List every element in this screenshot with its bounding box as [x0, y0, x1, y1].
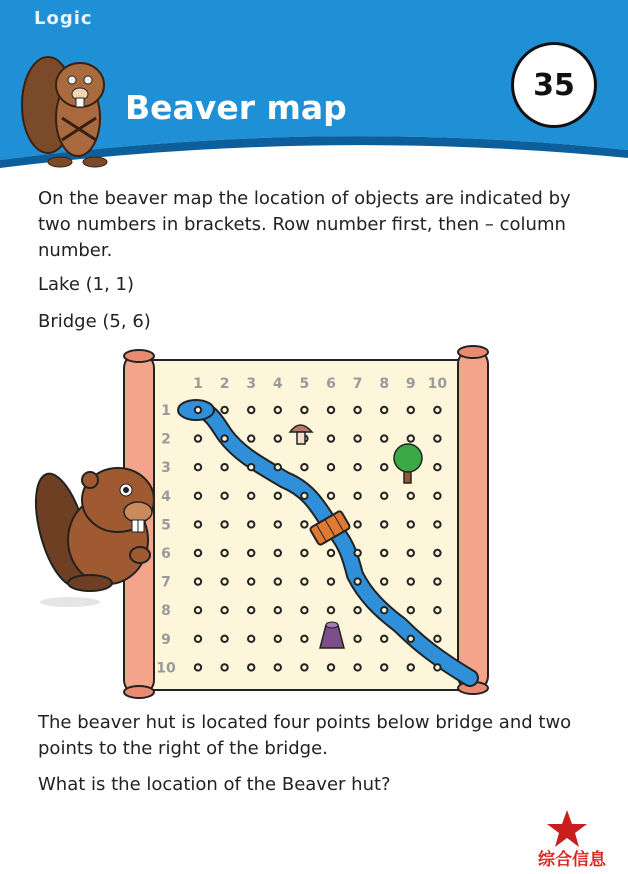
grid-point: [354, 521, 360, 527]
grid-point: [275, 578, 281, 584]
question-clue-text: The beaver hut is located four points below bridge and two points to the right of the bridge.: [38, 712, 572, 759]
grid-point: [195, 550, 201, 556]
grid-point: [195, 607, 201, 613]
grid-point: [328, 578, 334, 584]
grid-point: [434, 636, 440, 642]
grid-point: [195, 464, 201, 470]
grid-point: [195, 636, 201, 642]
row-label: 8: [161, 603, 171, 620]
grid-point: [248, 664, 254, 670]
grid-point: [434, 521, 440, 527]
grid-point: [354, 550, 360, 556]
grid-point: [275, 493, 281, 499]
row-label: 3: [161, 460, 171, 477]
intro-text: On the beaver map the location of objects are indicated by two numbers in brackets. Row number first, then – column number.: [38, 188, 571, 261]
grid-point: [195, 664, 201, 670]
grid-point: [354, 607, 360, 613]
grid-point: [381, 636, 387, 642]
grid-point: [221, 578, 227, 584]
grid-point: [301, 578, 307, 584]
grid-point: [301, 521, 307, 527]
grid-point: [408, 493, 414, 499]
task-number: 35: [533, 67, 575, 103]
grid-point: [354, 636, 360, 642]
row-label: 6: [161, 546, 171, 562]
grid-point: [434, 664, 440, 670]
row-label: 10: [156, 660, 176, 677]
grid-point: [381, 407, 387, 413]
grid-point: [381, 550, 387, 556]
grid-point: [275, 464, 281, 470]
column-label: 6: [326, 376, 336, 392]
column-label: 10: [427, 376, 448, 392]
row-label: 7: [161, 574, 171, 591]
grid-point: [354, 664, 360, 670]
grid-point: [195, 435, 201, 441]
grid-point: [275, 550, 281, 556]
grid-point: [434, 607, 440, 613]
grid-point: [408, 550, 414, 556]
grid-point: [301, 636, 307, 642]
grid-point: [328, 407, 334, 413]
grid-point: [328, 550, 334, 556]
grid-point: [408, 578, 414, 584]
grid-point: [301, 550, 307, 556]
column-label: 5: [299, 376, 310, 392]
grid-point: [381, 578, 387, 584]
row-label: 4: [161, 488, 171, 505]
grid-point: [354, 464, 360, 470]
grid-point: [408, 521, 414, 527]
grid-point: [408, 435, 414, 441]
grid-point: [275, 407, 281, 413]
category-label: Logic: [34, 8, 93, 29]
grid-point: [434, 407, 440, 413]
grid-point: [408, 664, 414, 670]
grid-point: [221, 607, 227, 613]
grid-point: [301, 664, 307, 670]
grid-point: [301, 607, 307, 613]
header-banner: [0, 0, 628, 170]
grid-point: [434, 435, 440, 441]
row-label: 2: [161, 431, 171, 448]
column-label: 3: [246, 376, 257, 392]
row-label: 9: [161, 631, 171, 648]
grid-point: [275, 521, 281, 527]
grid-point: [381, 521, 387, 527]
grid-point: [434, 464, 440, 470]
grid-point: [434, 550, 440, 556]
grid-point: [275, 607, 281, 613]
column-label: 7: [352, 376, 363, 392]
page-title: Beaver map: [125, 88, 347, 127]
grid-point: [275, 664, 281, 670]
grid-point: [381, 493, 387, 499]
task-number-badge: [511, 42, 597, 128]
grid-point: [328, 464, 334, 470]
grid-point: [248, 493, 254, 499]
grid-point: [381, 664, 387, 670]
question-text: What is the location of the Beaver hut?: [38, 774, 391, 795]
beaver-map: [0, 340, 628, 706]
row-label: 1: [161, 403, 171, 419]
grid-point: [195, 493, 201, 499]
grid-point: [248, 607, 254, 613]
grid-point: [301, 464, 307, 470]
grid-point: [248, 464, 254, 470]
scroll-right-roll: [458, 346, 488, 694]
grid-point: [248, 521, 254, 527]
watermark-text: 综合信息: [538, 850, 606, 870]
grid-point: [275, 636, 281, 642]
grid-point: [221, 550, 227, 556]
grid-point: [221, 435, 227, 441]
column-label: 8: [379, 376, 390, 392]
row-label: 5: [161, 517, 171, 534]
grid-point: [248, 407, 254, 413]
grid-point: [221, 664, 227, 670]
beaver-map-illustration: [0, 340, 628, 710]
grid-point: [434, 493, 440, 499]
grid-point: [221, 464, 227, 470]
grid-point: [381, 607, 387, 613]
column-label: 2: [219, 376, 230, 392]
grid-point: [434, 578, 440, 584]
grid-point: [381, 464, 387, 470]
grid-point: [354, 407, 360, 413]
grid-point: [408, 607, 414, 613]
grid-point: [408, 636, 414, 642]
grid-point: [328, 664, 334, 670]
grid-point: [354, 493, 360, 499]
grid-point: [248, 636, 254, 642]
grid-point: [195, 407, 201, 413]
grid-point: [221, 407, 227, 413]
grid-point: [221, 493, 227, 499]
grid-point: [248, 578, 254, 584]
column-label: 1: [193, 376, 203, 392]
grid-point: [381, 435, 387, 441]
lake-coordinates: Lake (1, 1): [38, 274, 135, 295]
grid-point: [328, 607, 334, 613]
grid-point: [354, 435, 360, 441]
grid-point: [221, 636, 227, 642]
grid-point: [408, 407, 414, 413]
grid-point: [301, 493, 307, 499]
grid-point: [248, 435, 254, 441]
column-label: 9: [405, 376, 416, 392]
grid-point: [328, 435, 334, 441]
grid-point: [301, 407, 307, 413]
grid-point: [275, 435, 281, 441]
grid-point: [354, 578, 360, 584]
grid-point: [195, 578, 201, 584]
grid-point: [328, 493, 334, 499]
grid-point: [195, 521, 201, 527]
bridge-coordinates: Bridge (5, 6): [38, 311, 151, 332]
grid-point: [221, 521, 227, 527]
column-label: 4: [272, 376, 283, 392]
grid-point: [248, 550, 254, 556]
